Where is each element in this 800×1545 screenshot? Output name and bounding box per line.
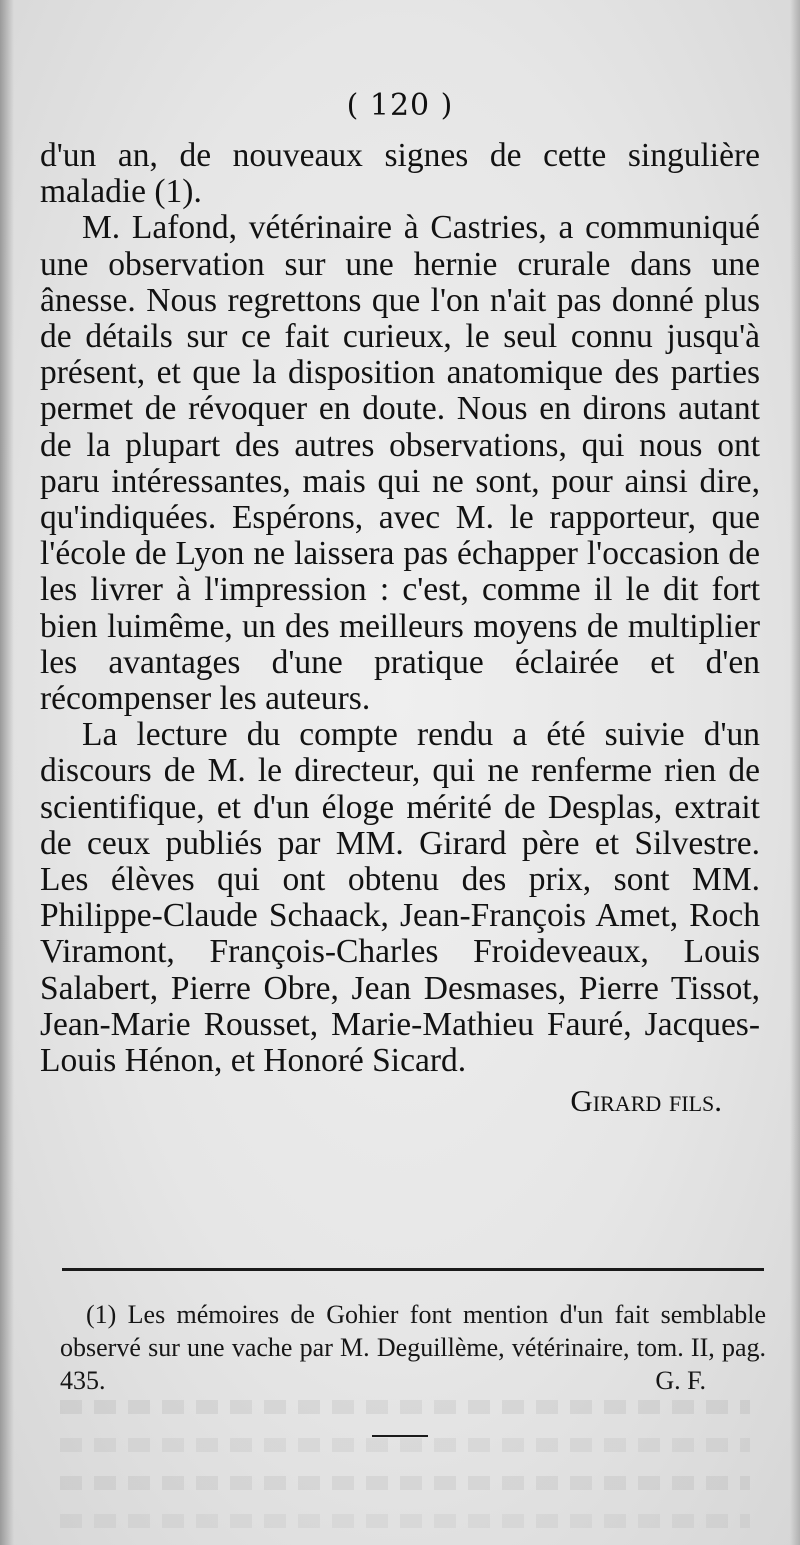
paragraph-2: M. Lafond, vétérinaire à Castries, a communiqué une observation sur une hernie crurale dans une ânesse. Nous regrettons que l'on n'ait pas donné plus de détails sur ce fait curieux, le seul connu jusqu'à présent, et que la disposition anatomique des parties permet de révoquer en doute. Nous en dirons autant de la plupart des autres observations, qui nous ont paru intéressantes, mais qui ne sont, pour ainsi dire, qu'indiquées. Espérons, avec M. le rapporteur, que l'école de Lyon ne laissera pas échapper l'occasion de les livrer à l'impression : c'est, comme il le dit fort bien luimême, un des meilleurs moyens de multiplier les avantages d'une pratique éclairée et d'en récompenser les auteurs. [40,209,760,718]
page-number-header: ( 120 ) [346,88,454,123]
footnote-text [60,1298,766,1397]
footnote-initials: G. F. [655,1366,706,1395]
bleed-through-line [60,1400,750,1414]
page-shadow-right [790,0,800,1545]
footnote-body: (1) Les mémoires de Gohier font mention d'un fait semblable observé sur une vache par M. Deguillème, vétérinaire, tom. II, pag. 435. [60,1300,766,1395]
end-rule [372,1435,428,1437]
bleed-through-line [60,1438,750,1452]
bleed-through-line [60,1476,750,1490]
paragraph-1: d'un an, de nouveaux signes de cette singulière maladie (1). [40,137,760,211]
signature: Girard fils. [570,1083,722,1119]
footnote [60,1298,766,1397]
body-text [40,138,760,1119]
footnote-divider [62,1268,764,1271]
bleed-through-line [60,1514,750,1528]
page-shadow-left [0,0,14,1545]
paragraph-3: La lecture du compte rendu a été suivie d'un discours de M. le directeur, qui ne renferme rien de scientifique, et d'un éloge mérité de Desplas, extrait de ceux publiés par MM. Girard père et Silvestre. Les élèves qui ont obtenu des prix, sont MM. Philippe-Claude Schaack, Jean-François Amet, Roch Viramont, François-Charles Froideveaux, Louis Salabert, Pierre Obre, Jean Desmases, Pierre Tissot, Jean-Marie Rousset, Marie-Mathieu Fauré, Jacques-Louis Hénon, et Honoré Sicard. [40,716,760,1080]
